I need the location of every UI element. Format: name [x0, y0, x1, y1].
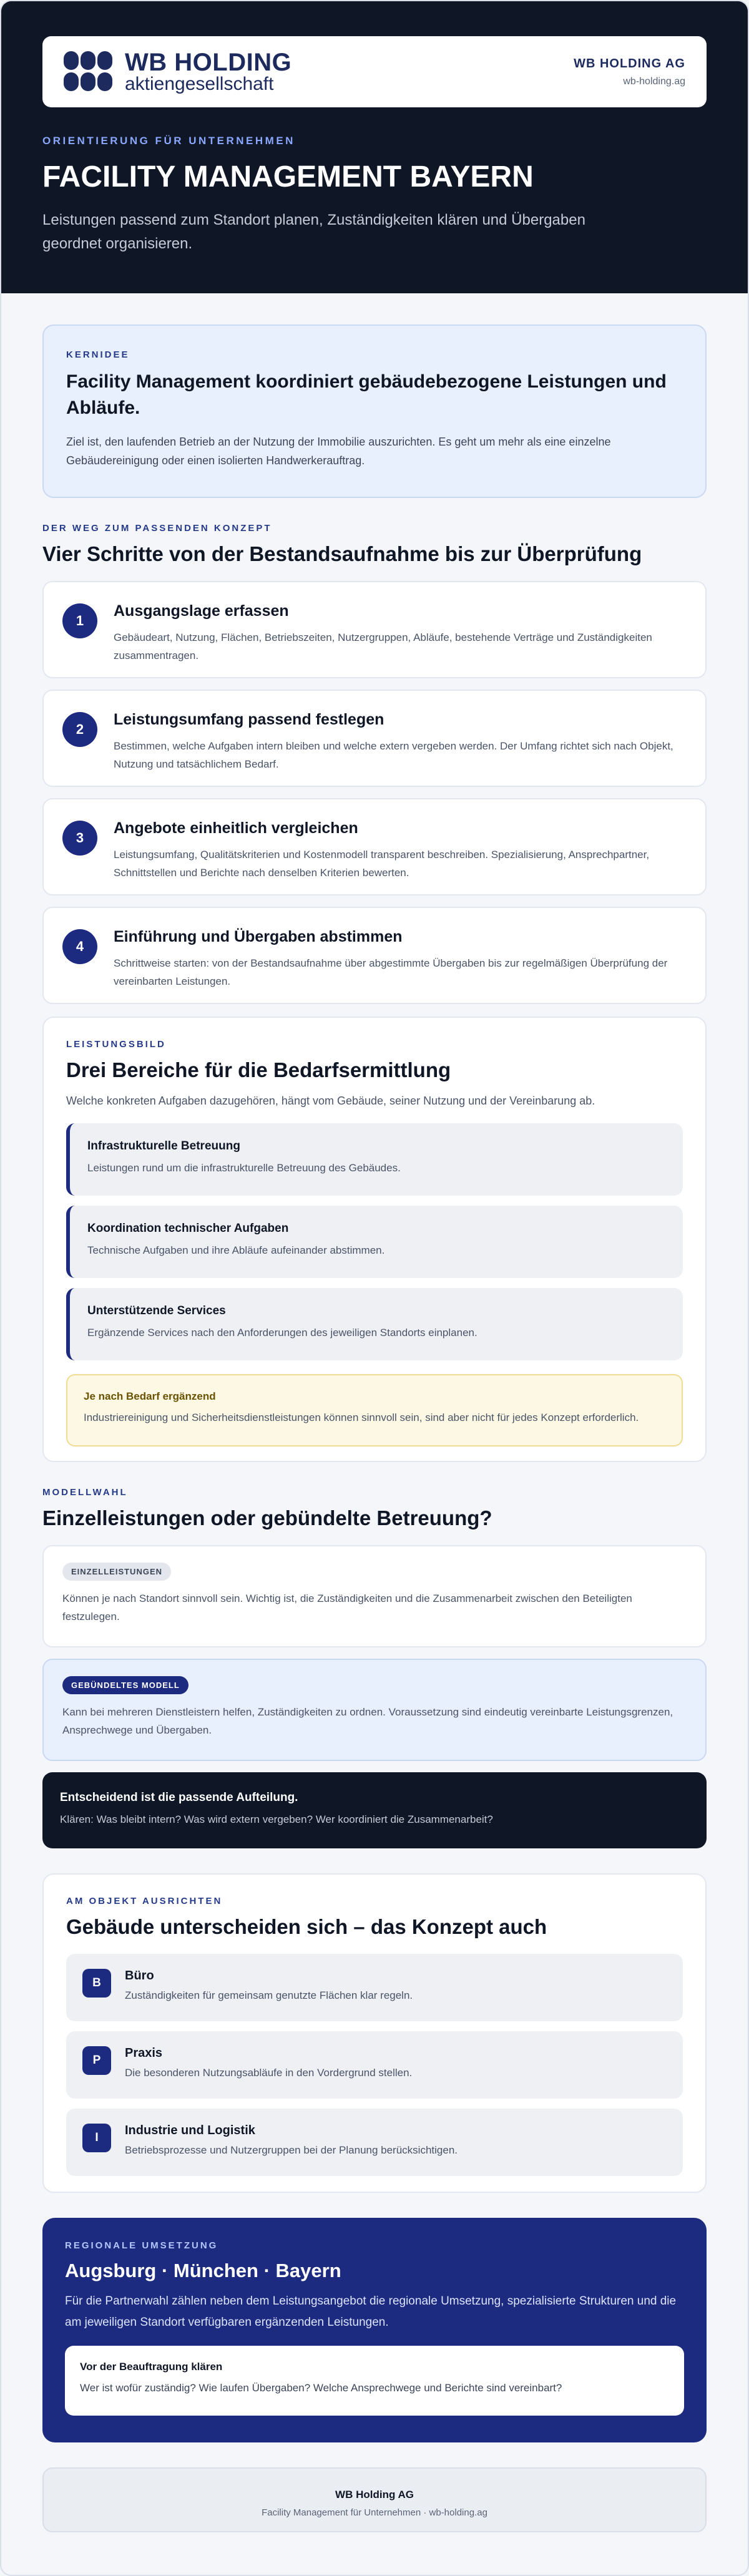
step-text: Schrittweise starten: von der Bestandsaufnahme über abgestimmte Übergaben bis zur regelmäßigen Überprüfung der vereinbarten Leistungen. — [114, 957, 668, 987]
decision-note-text: Klären: Was bleibt intern? Was wird extern vergeben? Wer koordiniert die Zusammenarbeit? — [60, 1813, 493, 1825]
service-area-text: Leistungen rund um die infrastrukturelle Betreuung des Gebäudes. — [87, 1162, 401, 1174]
service-area-item — [66, 1123, 683, 1196]
page-title: FACILITY MANAGEMENT BAYERN — [42, 160, 534, 193]
bundled-model-badge: GEBÜNDELTES MODELL — [62, 1676, 188, 1694]
step-number-badge: 2 — [62, 712, 97, 747]
footer — [42, 2467, 707, 2532]
service-areas-eyebrow: LEISTUNGSBILD — [66, 1039, 166, 1050]
optional-note-title: Je nach Bedarf ergänzend — [84, 1390, 216, 1402]
core-idea-eyebrow: KERNIDEE — [66, 349, 130, 360]
core-idea-title: Facility Management koordiniert gebäudebezogene Leistungen und Abläufe. — [66, 371, 667, 418]
building-types-title: Gebäude unterscheiden sich – das Konzept auch — [66, 1915, 547, 1938]
core-idea-card — [42, 324, 707, 498]
service-areas-title: Drei Bereiche für die Bedarfsermittlung — [66, 1058, 451, 1081]
building-type-title: Industrie und Logistik — [125, 2124, 255, 2137]
step-text: Gebäudeart, Nutzung, Flächen, Betriebszeiten, Nutzergruppen, Abläufe, bestehende Verträge und Zuständigkeiten zusammentragen. — [114, 632, 652, 661]
step-title: Ausgangslage erfassen — [114, 602, 289, 620]
step-number-badge: 1 — [62, 603, 97, 638]
building-types-card — [42, 1873, 707, 2193]
bundled-model-text: Kann bei mehreren Dienstleistern helfen, Zuständigkeiten zu ordnen. Voraussetzung sind eindeutig vereinbarte Leistungsgrenzen, Ansprechwege und Übergaben. — [62, 1706, 673, 1736]
step-title: Angebote einheitlich vergleichen — [114, 819, 358, 837]
building-type-text: Betriebsprozesse und Nutzergruppen bei der Planung berücksichtigen. — [125, 2144, 458, 2156]
model-eyebrow: MODELLWAHL — [42, 1487, 128, 1498]
optional-note-text: Industriereinigung und Sicherheitsdienstleistungen können sinnvoll sein, sind aber nicht für jedes Konzept erforderlich. — [84, 1412, 639, 1423]
footer-company-name: WB Holding AG — [335, 2489, 414, 2500]
steps-section — [42, 523, 707, 1004]
steps-eyebrow: DER WEG ZUM PASSENDEN KONZEPT — [42, 523, 272, 534]
decision-note — [42, 1772, 707, 1848]
regional-section — [42, 2218, 707, 2442]
service-area-item — [66, 1206, 683, 1278]
logo-subtitle: aktiengesellschaft — [125, 74, 274, 94]
logo[interactable] — [64, 50, 291, 94]
footer-text: Facility Management für Unternehmen · wb-holding.ag — [262, 2507, 487, 2518]
step-text: Leistungsumfang, Qualitätskriterien und Kostenmodell transparent beschreiben. Spezialisierung, Ansprechpartner, Schnittstellen und Berichte nach denselben Kriterien bewerten. — [114, 849, 650, 879]
hero-text: Leistungen passend zum Standort planen, Zuständigkeiten klären und Übergaben geordnet organisieren. — [42, 212, 585, 252]
step-text: Bestimmen, welche Aufgaben intern bleiben und welche extern vergeben werden. Der Umfang richtet sich nach Objekt, Nutzung und tatsächlichem Bedarf. — [114, 740, 673, 770]
office-icon: B — [82, 1969, 111, 1998]
brand-company-name: WB HOLDING AG — [574, 56, 685, 71]
brand-bar — [42, 36, 707, 107]
regional-text: Für die Partnerwahl zählen neben dem Leistungsangebot die regionale Umsetzung, spezialisierte Strukturen und die am jeweiligen Standort verfügbaren ergänzenden Leistungen. — [65, 2295, 677, 2329]
individual-services-card — [42, 1545, 707, 1647]
service-area-title: Koordination technischer Aufgaben — [87, 1222, 289, 1235]
building-type-text: Zuständigkeiten für gemeinsam genutzte Flächen klar regeln. — [125, 1989, 413, 2001]
checklist-box — [65, 2346, 684, 2416]
model-section — [42, 1487, 707, 1848]
steps-title: Vier Schritte von der Bestandsaufnahme bis zur Überprüfung — [42, 542, 642, 565]
service-area-text: Ergänzende Services nach den Anforderungen des jeweiligen Standorts einplanen. — [87, 1327, 477, 1339]
step-card — [42, 798, 707, 895]
regional-title: Augsburg · München · Bayern — [65, 2260, 341, 2281]
regional-eyebrow: REGIONALE UMSETZUNG — [65, 2240, 218, 2251]
checklist-title: Vor der Beauftragung klären — [80, 2361, 223, 2373]
building-types-eyebrow: AM OBJEKT AUSRICHTEN — [66, 1896, 223, 1906]
building-type-item — [66, 2109, 683, 2176]
logo-icon — [64, 50, 116, 94]
checklist-text: Wer ist wofür zuständig? Wie laufen Übergaben? Welche Ansprechwege und Berichte sind vereinbart? — [80, 2382, 562, 2394]
step-card — [42, 581, 707, 678]
bundled-model-card — [42, 1659, 707, 1761]
brand-website-link[interactable]: wb-holding.ag — [623, 76, 685, 87]
step-number-badge: 4 — [62, 929, 97, 964]
individual-services-text: Können je nach Standort sinnvoll sein. Wichtig ist, die Zuständigkeiten und die Zusammenarbeit zwischen den Beteiligten festzulegen. — [62, 1593, 632, 1622]
individual-services-badge: EINZELLEISTUNGEN — [62, 1563, 171, 1581]
model-title: Einzelleistungen oder gebündelte Betreuung? — [42, 1506, 492, 1530]
step-number-badge: 3 — [62, 821, 97, 856]
step-title: Einführung und Übergaben abstimmen — [114, 928, 403, 945]
building-type-title: Büro — [125, 1969, 154, 1983]
building-type-text: Die besonderen Nutzungsabläufe in den Vordergrund stellen. — [125, 2067, 413, 2079]
service-area-item — [66, 1288, 683, 1360]
practice-icon: P — [82, 2046, 111, 2075]
building-type-title: Praxis — [125, 2046, 163, 2060]
service-area-title: Infrastrukturelle Betreuung — [87, 1139, 240, 1153]
service-area-title: Unterstützende Services — [87, 1304, 226, 1317]
decision-note-title: Entscheidend ist die passende Aufteilung. — [60, 1791, 298, 1804]
industry-icon: I — [82, 2124, 111, 2152]
optional-services-note — [66, 1374, 683, 1447]
building-type-item — [66, 1954, 683, 2021]
service-area-text: Technische Aufgaben und ihre Abläufe aufeinander abstimmen. — [87, 1244, 385, 1256]
service-areas-card — [42, 1017, 707, 1462]
hero-eyebrow: ORIENTIERUNG FÜR UNTERNEHMEN — [42, 135, 295, 147]
step-card — [42, 690, 707, 787]
core-idea-text: Ziel ist, den laufenden Betrieb an der Nutzung der Immobilie auszurichten. Es geht um mehr als eine einzelne Gebäudereinigung oder einen isolierten Handwerkerauftrag. — [66, 436, 611, 467]
building-type-item — [66, 2031, 683, 2099]
logo-name: WB HOLDING — [125, 49, 292, 76]
service-areas-intro: Welche konkreten Aufgaben dazugehören, hängt vom Gebäude, seiner Nutzung und der Vereinbarung ab. — [66, 1095, 595, 1107]
step-card — [42, 907, 707, 1004]
step-title: Leistungsumfang passend festlegen — [114, 711, 384, 728]
hero — [1, 1, 748, 293]
